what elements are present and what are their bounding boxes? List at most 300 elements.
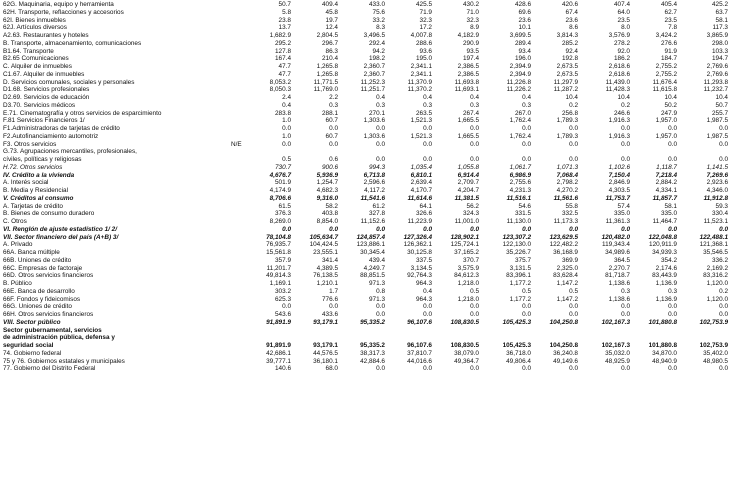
table-cell [581, 334, 633, 342]
row-label: 62G. Maquinaria, equipo y herramienta [3, 1, 114, 8]
table-cell: 49,806.4 [506, 357, 531, 365]
row-label: VIII. Sector público [3, 318, 61, 326]
row-label: 74. Gobierno federal [3, 349, 62, 357]
row-label: IV. Crédito a la vivienda [3, 171, 75, 179]
table-row [3, 311, 731, 319]
table-cell: 37,165.2 [454, 249, 479, 256]
table-cell: 11,232.7 [703, 86, 728, 94]
row-note [229, 288, 249, 296]
row-note [229, 327, 249, 335]
table-cell: 0.0 [470, 365, 479, 373]
table-cell: 331.5 [515, 210, 531, 218]
table-cell: 1,665.5 [457, 132, 479, 140]
table-cell: 11,226.2 [506, 86, 531, 94]
table-cell: 1,102.6 [608, 163, 630, 171]
table-cell: 1,789.3 [556, 132, 578, 140]
table-row [3, 280, 731, 288]
table-cell: 11,370.2 [407, 86, 432, 94]
table-cell: 11,753.7 [605, 194, 630, 202]
table-cell: 501.9 [275, 179, 291, 187]
table-cell: 11,130.0 [506, 218, 531, 225]
row-label: B. Público [3, 280, 32, 287]
table-cell [249, 148, 294, 156]
table-cell: 0.3 [470, 101, 479, 109]
table-cell: 120,482.0 [601, 233, 630, 241]
table-cell: 276.6 [661, 39, 677, 47]
table-cell: 3,496.5 [363, 32, 385, 39]
table-cell: 11,297.9 [553, 78, 578, 86]
row-label: 66B. Uniones de crédito [3, 256, 72, 264]
table-cell: 101,880.8 [648, 342, 677, 349]
table-cell: 2,169.2 [706, 264, 728, 272]
row-note [229, 94, 249, 102]
table-cell: 125,724.1 [450, 241, 479, 249]
table-cell: 0.0 [719, 311, 728, 318]
table-cell: 48,925.9 [605, 357, 630, 365]
table-cell: 0.0 [522, 365, 531, 373]
table-cell: 4,007.8 [410, 32, 432, 39]
table-cell: 1,218.0 [457, 295, 479, 303]
table-cell: 1,147.2 [556, 295, 578, 303]
table-cell [294, 334, 341, 342]
table-row [3, 48, 731, 56]
table-cell: 92.4 [565, 47, 578, 55]
table-cell [341, 334, 388, 342]
table-cell: 1,303.6 [363, 132, 385, 140]
table-cell: 0.0 [719, 140, 728, 148]
table-cell: 78,104.8 [266, 233, 291, 241]
table-cell: 9,316.0 [316, 194, 338, 202]
table-cell: 44,016.6 [407, 357, 432, 365]
table-row [3, 358, 731, 366]
table-cell: 2,618.6 [608, 63, 630, 70]
table-cell: 38,079.0 [454, 349, 479, 357]
table-cell: 192.8 [562, 55, 578, 63]
table-cell: 2,709.7 [457, 179, 479, 187]
row-label: Sector gubernamental, servicios [3, 326, 102, 334]
table-cell: 91,891.9 [266, 342, 291, 349]
table-cell: 263.5 [416, 109, 432, 117]
table-cell: 10.1 [518, 24, 531, 32]
table-cell: 1,987.5 [706, 132, 728, 140]
table-cell: 324.3 [463, 210, 479, 218]
table-cell: 105,425.3 [502, 342, 531, 349]
row-note [229, 148, 249, 156]
table-cell: 0.4 [423, 94, 432, 101]
row-label: VII. Sector financiero del país (A+B) 3/ [3, 233, 119, 241]
table-cell: 11,252.3 [360, 78, 385, 86]
table-cell: 0.0 [569, 140, 578, 148]
table-cell: 11,152.6 [360, 218, 385, 225]
row-note [229, 187, 249, 195]
row-label: H.72. Otros servicios [3, 163, 63, 171]
table-row [3, 32, 731, 40]
table-cell: 4,346.0 [706, 187, 728, 194]
table-cell: 430.2 [463, 1, 479, 8]
table-cell: 122,130.0 [502, 241, 531, 249]
table-cell: 4,117.2 [364, 187, 385, 194]
row-note [229, 218, 249, 226]
table-cell: 4,303.5 [608, 187, 630, 194]
table-cell: 0.0 [522, 225, 531, 233]
table-cell: 123,629.5 [549, 233, 578, 241]
row-note [229, 226, 249, 234]
table-cell: 8,854.0 [316, 218, 338, 225]
row-note [229, 71, 249, 79]
table-cell: 1,987.5 [706, 117, 728, 125]
table-row [3, 210, 731, 218]
table-cell [581, 148, 633, 156]
table-cell: 34,989.6 [605, 249, 630, 256]
table-cell: 93.4 [518, 47, 531, 55]
row-note [229, 241, 249, 249]
table-cell: 0.8 [376, 287, 385, 295]
row-note [229, 203, 249, 211]
table-cell: 0.0 [621, 311, 630, 318]
table-cell: 1,762.4 [509, 132, 531, 140]
table-cell: 8.6 [569, 24, 578, 32]
table-cell: 102,167.3 [601, 318, 630, 326]
table-cell: 11,912.8 [703, 194, 728, 202]
table-cell: 91.9 [664, 47, 677, 55]
table-row [3, 79, 731, 87]
table-cell: 2,618.6 [608, 70, 630, 78]
table-cell: 12.4 [325, 24, 338, 32]
row-note [229, 342, 249, 350]
table-cell: 105,425.3 [502, 318, 531, 326]
table-cell [388, 148, 435, 156]
table-cell: 1,136.9 [655, 295, 677, 303]
table-cell: 19.7 [325, 16, 338, 24]
table-cell: 375.7 [515, 256, 531, 264]
row-label: VI. Renglón de ajuste estadístico 1/ 2/ [3, 225, 117, 233]
table-cell: 0.0 [569, 225, 578, 233]
table-row [3, 24, 731, 32]
table-cell: 30,345.4 [360, 249, 385, 256]
table-cell: 0.0 [522, 303, 531, 311]
table-cell: 8,050.3 [269, 86, 291, 94]
table-cell: 0.0 [668, 365, 677, 373]
table-cell: 8.3 [376, 24, 385, 32]
table-cell: 11,857.7 [652, 194, 677, 202]
table-row [3, 71, 731, 79]
table-cell: 2,846.9 [608, 179, 630, 187]
table-cell: 108,830.5 [450, 342, 479, 349]
table-cell: 64.0 [617, 8, 630, 16]
table-cell: 49,364.7 [454, 357, 479, 365]
table-cell: 2,394.9 [509, 70, 531, 78]
table-cell: 83,316.2 [703, 272, 728, 280]
table-cell: 7,068.4 [556, 171, 578, 179]
table-cell: 122,488.1 [699, 233, 728, 241]
table-cell: 0.4 [522, 94, 531, 101]
table-cell: 23.5 [617, 16, 630, 24]
table-cell: 11,223.9 [407, 218, 432, 225]
table-cell: 0.0 [376, 365, 385, 373]
table-cell: 10.4 [617, 94, 630, 101]
row-note: N/E [231, 140, 242, 148]
table-cell: 7,269.6 [706, 171, 728, 179]
table-row [3, 319, 731, 327]
table-cell: 256.8 [562, 109, 578, 117]
table-cell: 0.0 [470, 140, 479, 148]
table-cell: 2,394.9 [509, 63, 531, 70]
table-cell: 0.2 [719, 287, 728, 295]
row-label: 66E. Banca de desarrollo [3, 287, 75, 295]
table-cell: 4,676.7 [269, 171, 291, 179]
table-cell: 0.0 [423, 140, 432, 148]
table-cell: 32.3 [466, 16, 479, 24]
table-cell: 2,769.6 [706, 70, 728, 78]
table-cell: 0.0 [621, 140, 630, 148]
table-cell: 76,138.5 [313, 272, 338, 280]
table-cell: 11,439.0 [605, 78, 630, 86]
row-note [229, 17, 249, 25]
row-note [229, 48, 249, 56]
table-cell: 0.5 [522, 287, 531, 295]
table-cell: 23.6 [518, 16, 531, 24]
table-cell: 58.1 [664, 202, 677, 210]
table-cell: 0.0 [522, 311, 531, 318]
table-cell: 3,424.2 [655, 32, 677, 39]
row-note [229, 272, 249, 280]
table-cell: 4,204.7 [457, 187, 479, 194]
table-cell: 86.3 [325, 47, 338, 55]
row-note [229, 210, 249, 218]
table-cell: 2,386.5 [457, 63, 479, 70]
table-cell: 63.7 [715, 8, 728, 16]
table-row [3, 63, 731, 71]
table-cell: 1,957.0 [655, 132, 677, 140]
table-cell: 8,706.6 [269, 194, 291, 202]
table-cell: 128,902.1 [450, 233, 479, 241]
table-cell: 428.6 [515, 1, 531, 8]
table-cell: 7,150.4 [608, 171, 630, 179]
table-cell: 49,149.6 [553, 357, 578, 365]
table-row [3, 94, 731, 102]
row-note [229, 1, 249, 9]
table-cell: 57.4 [617, 202, 630, 210]
table-cell: 5.8 [282, 8, 291, 16]
table-cell: 23,555.1 [313, 249, 338, 256]
table-cell: 32.3 [419, 16, 432, 24]
table-cell: 0.0 [376, 303, 385, 311]
table-cell: 246.6 [614, 109, 630, 117]
table-cell: 288.6 [416, 39, 432, 47]
table-cell [482, 148, 534, 156]
table-cell: 0.0 [470, 311, 479, 318]
table-cell: 36,240.8 [553, 349, 578, 357]
table-cell: 1,682.9 [269, 32, 291, 39]
table-cell: 3,814.3 [556, 32, 578, 39]
table-cell [633, 148, 680, 156]
table-cell: 2,360.7 [363, 63, 385, 70]
table-cell: 1,521.3 [410, 132, 432, 140]
row-note [229, 265, 249, 273]
table-cell: 0.0 [423, 311, 432, 318]
table-row [3, 257, 731, 265]
row-label: V. Créditos al consumo [3, 194, 74, 202]
table-cell: 44,576.5 [313, 349, 338, 357]
table-cell: 4,682.3 [316, 187, 338, 194]
table-cell: 0.0 [522, 140, 531, 148]
table-cell: 0.0 [569, 156, 578, 163]
table-cell: 0.0 [376, 225, 385, 233]
table-cell: 0.4 [376, 94, 385, 101]
table-row [3, 342, 731, 350]
table-cell: 2.2 [329, 94, 338, 101]
table-cell: 50.2 [664, 101, 677, 109]
row-note [229, 164, 249, 172]
table-cell: 4,389.5 [316, 264, 338, 272]
table-cell: 1,916.3 [608, 132, 630, 140]
table-cell: 420.6 [562, 1, 578, 8]
table-cell: 0.0 [569, 303, 578, 311]
row-label: cíviles, políticas y religiosas [3, 156, 82, 163]
table-cell: 8,053.2 [269, 78, 291, 86]
table-cell: 1,665.5 [457, 117, 479, 125]
row-label: 62H. Transporte, reflacciones y accesorios [3, 8, 124, 16]
table-cell: 1,265.8 [316, 70, 338, 78]
table-cell: 42,686.1 [266, 349, 291, 357]
table-cell: 0.0 [569, 365, 578, 373]
row-note [229, 303, 249, 311]
table-cell: 17.2 [419, 24, 432, 32]
table-cell: 11,676.4 [652, 78, 677, 86]
row-label: 66G. Uniones de crédito [3, 303, 72, 311]
table-cell: 0.0 [621, 303, 630, 311]
table-cell: 0.0 [423, 125, 432, 132]
table-cell: 425.5 [416, 1, 432, 8]
table-cell: 303.2 [275, 287, 291, 295]
table-cell: 357.9 [275, 256, 291, 264]
table-cell: 11,428.3 [605, 86, 630, 94]
table-cell: 403.8 [322, 210, 338, 218]
table-cell: 11,771.5 [313, 78, 338, 86]
row-label: D2.69. Servicios de educación [3, 94, 90, 101]
table-cell: 36,180.1 [313, 357, 338, 365]
table-cell: 3,575.9 [457, 264, 479, 272]
table-cell: 7.8 [668, 24, 677, 32]
row-note [229, 179, 249, 187]
table-cell: 59.3 [715, 202, 728, 210]
table-cell: 0.3 [423, 101, 432, 109]
table-row [3, 141, 731, 149]
table-cell: 184.7 [661, 55, 677, 63]
row-label: 77. Gobierno del Distrito Federal [3, 365, 96, 373]
table-cell: 0.0 [522, 125, 531, 132]
table-cell: 0.0 [668, 125, 677, 132]
row-label: B2.65 Comunicaciones [3, 55, 69, 63]
table-cell: 2,755.6 [509, 179, 531, 187]
table-cell: 35,546.5 [703, 249, 728, 256]
table-cell: 83,396.1 [506, 272, 531, 280]
table-cell: 122,048.8 [648, 233, 677, 241]
table-cell: 2,270.7 [608, 264, 630, 272]
table-cell: 0.0 [719, 125, 728, 132]
table-cell: 3,134.5 [410, 264, 432, 272]
table-row [3, 1, 731, 9]
table-cell: 81,718.7 [605, 272, 630, 280]
table-row [3, 303, 731, 311]
row-note [229, 249, 249, 257]
table-row [3, 148, 731, 156]
row-label: 66F. Fondos y fideicomisos [3, 295, 81, 303]
table-body [3, 1, 731, 373]
table-row [3, 327, 731, 335]
table-cell: 0.0 [470, 303, 479, 311]
table-cell: 92.0 [617, 47, 630, 55]
table-cell: 58.2 [325, 202, 338, 210]
table-cell: 0.4 [423, 287, 432, 295]
row-label: A. Tarjetas de crédito [3, 202, 63, 210]
table-cell: 11,693.8 [454, 78, 479, 86]
table-cell: 108,830.5 [450, 318, 479, 326]
table-cell: 8,269.0 [269, 218, 291, 225]
table-cell [249, 334, 294, 342]
table-cell: 341.4 [322, 256, 338, 264]
table-cell: 337.5 [416, 256, 432, 264]
table-cell: 101,880.8 [648, 318, 677, 326]
row-label: de administración pública, defensa y [3, 334, 115, 342]
table-row [3, 365, 731, 373]
table-cell: 50.7 [278, 1, 291, 8]
table-cell: 1,136.9 [655, 280, 677, 287]
row-note [229, 280, 249, 288]
table-cell: 1,035.4 [410, 163, 432, 171]
row-note [229, 24, 249, 32]
row-label: F1.Administradoras de tarjetas de crédito [3, 125, 120, 132]
table-cell [534, 334, 581, 342]
table-cell: 7,218.4 [655, 171, 677, 179]
table-cell: 96,107.6 [407, 342, 432, 349]
table-cell: 1,120.0 [706, 280, 728, 287]
table-cell: 11,361.3 [605, 218, 630, 225]
table-cell: 1,118.7 [656, 163, 677, 171]
row-label: D3.70. Servicios médicos [3, 101, 76, 109]
table-cell: 60.7 [325, 117, 338, 125]
table-cell: 354.2 [661, 256, 677, 264]
row-note [229, 133, 249, 141]
table-cell: 47.7 [278, 70, 291, 78]
table-row [3, 203, 731, 211]
table-cell: 0.0 [668, 225, 677, 233]
table-row [3, 226, 731, 234]
row-label: F3. Otros servicios [3, 140, 57, 148]
table-cell: 1,303.6 [363, 117, 385, 125]
table-cell: 11,464.7 [652, 218, 677, 225]
table-cell: 439.4 [369, 256, 385, 264]
table-cell: 23.5 [664, 16, 677, 24]
table-cell: 296.7 [322, 39, 338, 47]
row-note [229, 365, 249, 373]
table-cell: 278.2 [614, 39, 630, 47]
table-cell: 91,891.9 [266, 318, 291, 326]
table-cell: 1,055.8 [457, 163, 479, 171]
table-cell: 425.2 [712, 1, 728, 8]
table-cell: 11,287.2 [553, 86, 578, 94]
table-cell: 298.0 [712, 39, 728, 47]
table-cell: 267.0 [515, 109, 531, 117]
table-cell: 2,923.6 [706, 179, 728, 187]
table-cell: 2,804.5 [316, 32, 338, 39]
table-cell: 3,576.9 [608, 32, 630, 39]
table-row [3, 249, 731, 257]
row-label: C1.67. Alquiler de inmuebles [3, 70, 85, 78]
table-cell: 1,916.3 [608, 117, 630, 125]
table-cell: 0.3 [668, 287, 677, 295]
table-cell: 8.0 [621, 24, 630, 32]
